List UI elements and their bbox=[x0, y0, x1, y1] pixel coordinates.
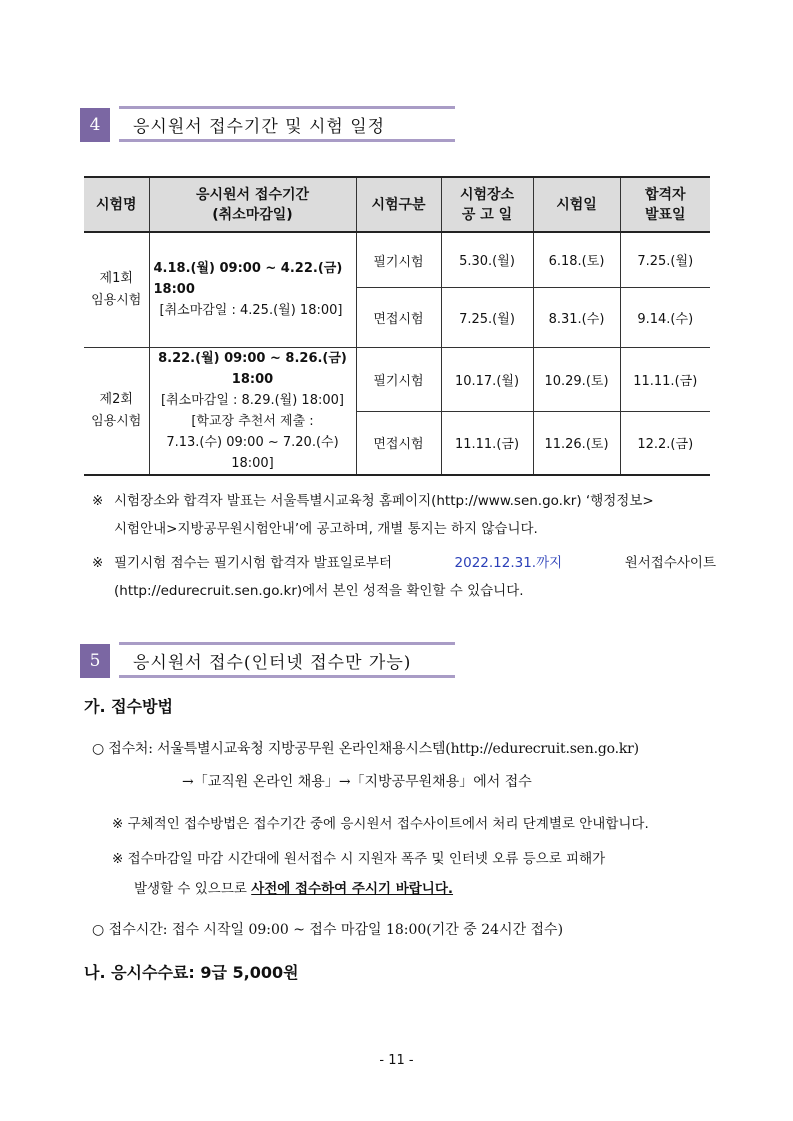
note-2-text-b: 원서접수사이트 bbox=[624, 555, 716, 571]
round2-written-result: 11.11.(금) bbox=[620, 347, 710, 411]
method-time: ○ 접수시간: 접수 시작일 09:00 ~ 접수 마감일 18:00(기간 중 24시간 접수) bbox=[92, 922, 564, 938]
round2-written-venue: 10.17.(월) bbox=[441, 347, 533, 411]
page-number: - 11 - bbox=[379, 1053, 414, 1068]
section-5-number: 5 bbox=[80, 644, 110, 678]
method-note-2-emphasis: 사전에 접수하여 주시기 바랍니다. bbox=[251, 881, 454, 897]
round2-interview-result: 12.2.(금) bbox=[620, 411, 710, 475]
round1-written-venue: 5.30.(월) bbox=[441, 232, 533, 287]
round1-interview-result: 9.14.(수) bbox=[620, 287, 710, 347]
note-2-mark: ※ bbox=[92, 555, 104, 571]
header-application-period: 응시원서 접수기간 (취소마감일) bbox=[149, 177, 356, 232]
round2-name: 제2회 임용시험 bbox=[84, 347, 149, 475]
round2-interview-date: 11.26.(토) bbox=[533, 411, 620, 475]
section-4-number: 4 bbox=[80, 108, 110, 142]
round1-interview-date: 8.31.(수) bbox=[533, 287, 620, 347]
method-place-line-1: ○ 접수처: 서울특별시교육청 지방공무원 온라인채용시스템(http://edurecruit.sen.go.kr) bbox=[92, 741, 639, 757]
round2-interview-type: 면접시험 bbox=[356, 411, 441, 475]
method-note-2-line-2 bbox=[134, 879, 453, 899]
header-exam-date: 시험일 bbox=[533, 177, 620, 232]
round1-written-type: 필기시험 bbox=[356, 232, 441, 287]
method-place-line-2: →「교직원 온라인 채용」→「지방공무원채용」에서 접수 bbox=[182, 774, 532, 790]
section-4-title: 응시원서 접수기간 및 시험 일정 bbox=[119, 106, 455, 142]
round1-name: 제1회 임용시험 bbox=[84, 232, 149, 347]
round1-written-result: 7.25.(월) bbox=[620, 232, 710, 287]
method-note-2-line-1: ※ 접수마감일 마감 시간대에 원서접수 시 지원자 폭주 및 인터넷 오류 등으로 피해가 bbox=[112, 851, 606, 867]
fee-heading: 나. 응시수수료: 9급 5,000원 bbox=[84, 963, 299, 982]
method-heading: 가. 접수방법 bbox=[84, 697, 173, 716]
note-1-mark: ※ bbox=[92, 493, 104, 509]
round1-written-date: 6.18.(토) bbox=[533, 232, 620, 287]
note-1-line-2: 시험안내>지방공무원시험안내’에 공고하며, 개별 통지는 하지 않습니다. bbox=[114, 521, 538, 537]
note-2-line-1 bbox=[114, 553, 716, 573]
section-5-title: 응시원서 접수(인터넷 접수만 가능) bbox=[119, 642, 455, 678]
round1-interview-venue: 7.25.(월) bbox=[441, 287, 533, 347]
header-result-date: 합격자 발표일 bbox=[620, 177, 710, 232]
method-note-1: ※ 구체적인 접수방법은 접수기간 중에 응시원서 접수사이트에서 처리 단계별로 안내합니다. bbox=[112, 816, 649, 832]
method-note-2-text: 발생할 수 있으므로 bbox=[134, 881, 247, 897]
header-exam-type: 시험구분 bbox=[356, 177, 441, 232]
note-1-line-1: 시험장소와 합격자 발표는 서울특별시교육청 홈페이지(http://www.sen.go.kr) ‘행정정보> bbox=[114, 493, 654, 509]
note-2-text-a: 필기시험 점수는 필기시험 합격자 발표일로부터 bbox=[114, 555, 392, 571]
table-row bbox=[84, 232, 710, 287]
header-exam-name: 시험명 bbox=[84, 177, 149, 232]
note-2-date: 2022.12.31.까지 bbox=[454, 555, 563, 571]
round2-written-type: 필기시험 bbox=[356, 347, 441, 411]
table-row bbox=[84, 347, 710, 411]
round2-written-date: 10.29.(토) bbox=[533, 347, 620, 411]
note-2-line-2: (http://edurecruit.sen.go.kr)에서 본인 성적을 확인할 수 있습니다. bbox=[114, 583, 524, 599]
round2-interview-venue: 11.11.(금) bbox=[441, 411, 533, 475]
exam-schedule-table bbox=[84, 176, 710, 476]
round1-period: 4.18.(월) 09:00 ~ 4.22.(금) 18:00 [취소마감일 : 4.25.(월) 18:00] bbox=[149, 232, 356, 347]
header-venue-notice: 시험장소 공 고 일 bbox=[441, 177, 533, 232]
round1-interview-type: 면접시험 bbox=[356, 287, 441, 347]
round2-period: 8.22.(월) 09:00 ~ 8.26.(금) 18:00 [취소마감일 : 8.29.(월) 18:00] [학교장 추천서 제출 : 7.13.(수) 09:00 ~ 7.20.(수) 18:00] bbox=[149, 347, 356, 475]
